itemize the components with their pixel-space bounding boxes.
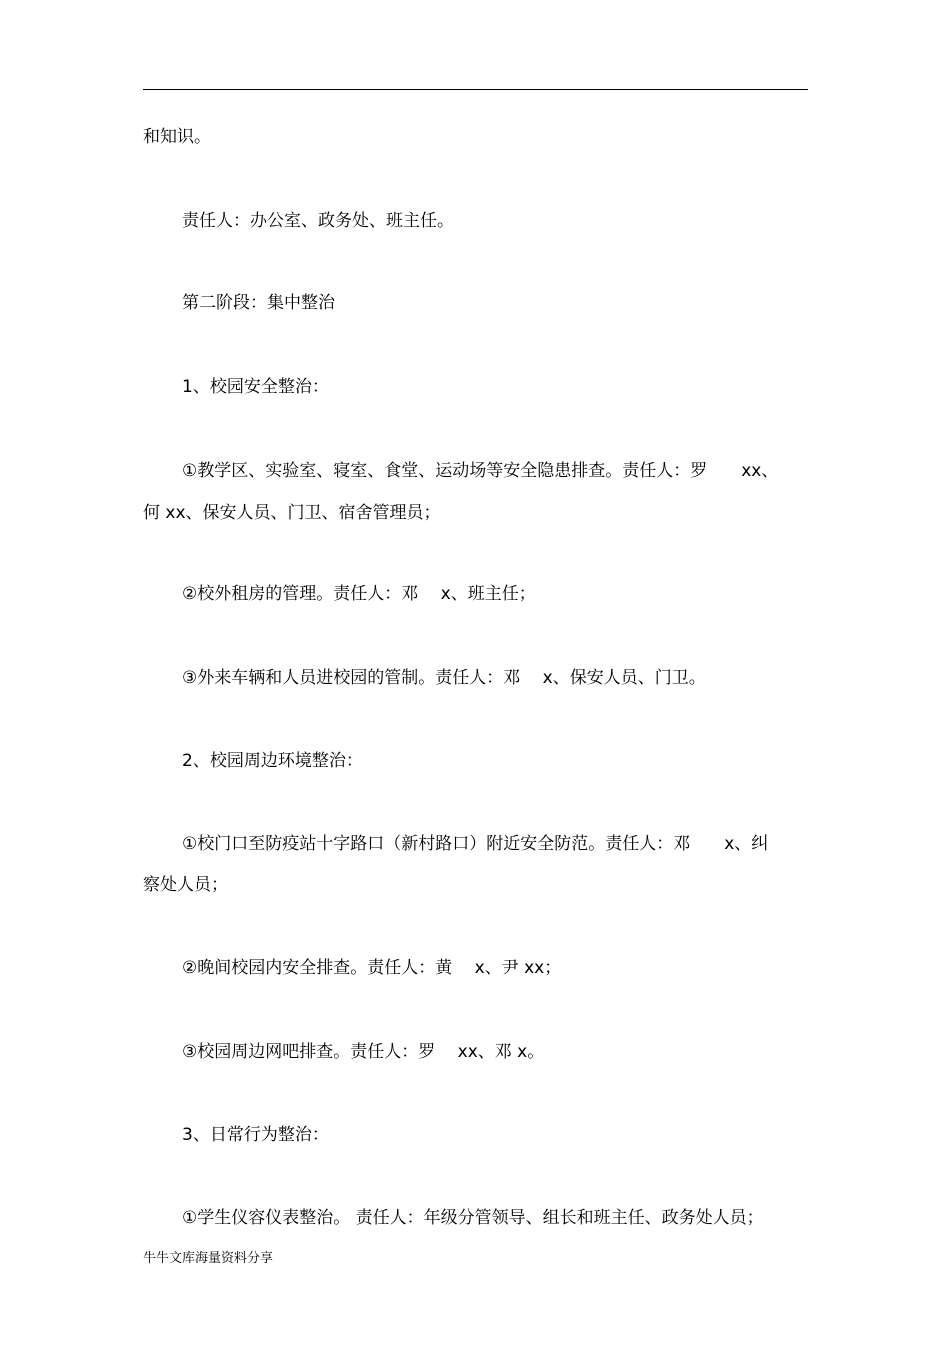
list-item-continuation: 何 xx、保安人员、门卫、宿舍管理员； (143, 503, 441, 523)
list-item: ②晚间校园内安全排查。责任人：黄 x、尹 xx； (182, 958, 562, 978)
paragraph-continuation: 和知识。 (143, 127, 211, 147)
header-rule (143, 89, 808, 90)
item-heading-1: 1、校园安全整治： (182, 377, 329, 397)
list-item-continuation: 察处人员； (143, 875, 228, 895)
item-heading-3: 3、日常行为整治： (182, 1125, 329, 1145)
list-item: ①教学区、实验室、寝室、食堂、运动场等安全隐患排查。责任人：罗 xx、 (182, 461, 779, 481)
list-item: ②校外租房的管理。责任人：邓 x、班主任； (182, 584, 536, 604)
list-item: ①学生仪容仪表整治。 责任人：年级分管领导、组长和班主任、政务处人员； (182, 1208, 764, 1228)
page-footer: 牛牛文库海量资料分享 (143, 1251, 274, 1266)
item-heading-2: 2、校园周边环境整治： (182, 751, 363, 771)
list-item: ①校门口至防疫站十字路口（新村路口）附近安全防范。责任人：邓 x、纠 (182, 834, 769, 854)
list-item: ③外来车辆和人员进校园的管制。责任人：邓 x、保安人员、门卫。 (182, 668, 706, 688)
paragraph-responsible: 责任人：办公室、政务处、班主任。 (182, 211, 454, 231)
section-heading-stage-two: 第二阶段：集中整治 (182, 293, 335, 313)
list-item: ③校园周边网吧排查。责任人：罗 xx、邓 x。 (182, 1042, 545, 1062)
